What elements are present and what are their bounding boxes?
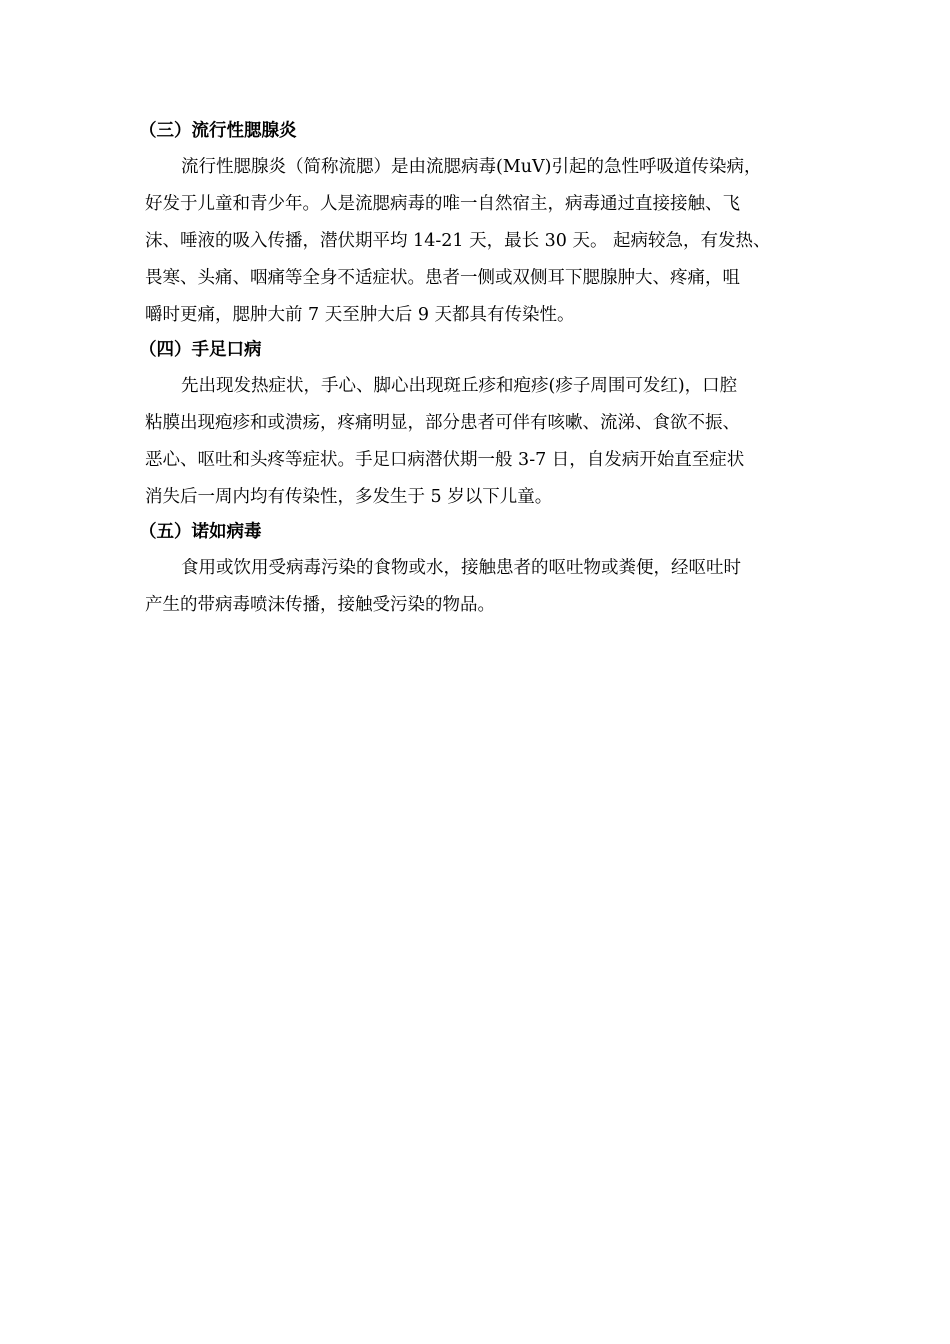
section-paragraph: 流行性腮腺炎（简称流腮）是由流腮病毒(MuV)引起的急性呼吸道传染病， 好发于儿童和青少年。人是流腮病毒的唯一自然宿主，病毒通过直接接触、飞 沫、唾液的吸入传播，潜伏期平均 14-21 天，最长 30 天。 起病较急，有发热、 畏寒、头痛、咽痛等全身不适症状。患者一侧或双侧耳下腮腺肿大、疼痛，咀 嚼时更痛，腮肿大前 7 天至肿大后 9 天都具有传染性。: [145, 157, 771, 325]
section-heading: （四）手足口病: [139, 340, 262, 360]
section-mumps: [139, 115, 815, 334]
section-norovirus: [139, 516, 815, 624]
section-paragraph: 食用或饮用受病毒污染的食物或水，接触患者的呕吐物或粪便，经呕吐时 产生的带病毒喷沫传播，接触受污染的物品。: [145, 558, 741, 615]
section-heading: （五）诺如病毒: [139, 522, 262, 542]
section-paragraph: 先出现发热症状，手心、脚心出现斑丘疹和疱疹(疹子周围可发红)，口腔 粘膜出现疱疹和或溃疡，疼痛明显，部分患者可伴有咳嗽、流涕、食欲不振、 恶心、呕吐和头疼等症状。手足口病潜伏期一般 3-7 日，自发病开始直至症状 消失后一周内均有传染性，多发生于 5 岁以下儿童。: [145, 376, 745, 507]
section-hand-foot-mouth: [139, 334, 815, 516]
document-content: [139, 115, 815, 624]
section-heading: （三）流行性腮腺炎: [139, 121, 297, 141]
